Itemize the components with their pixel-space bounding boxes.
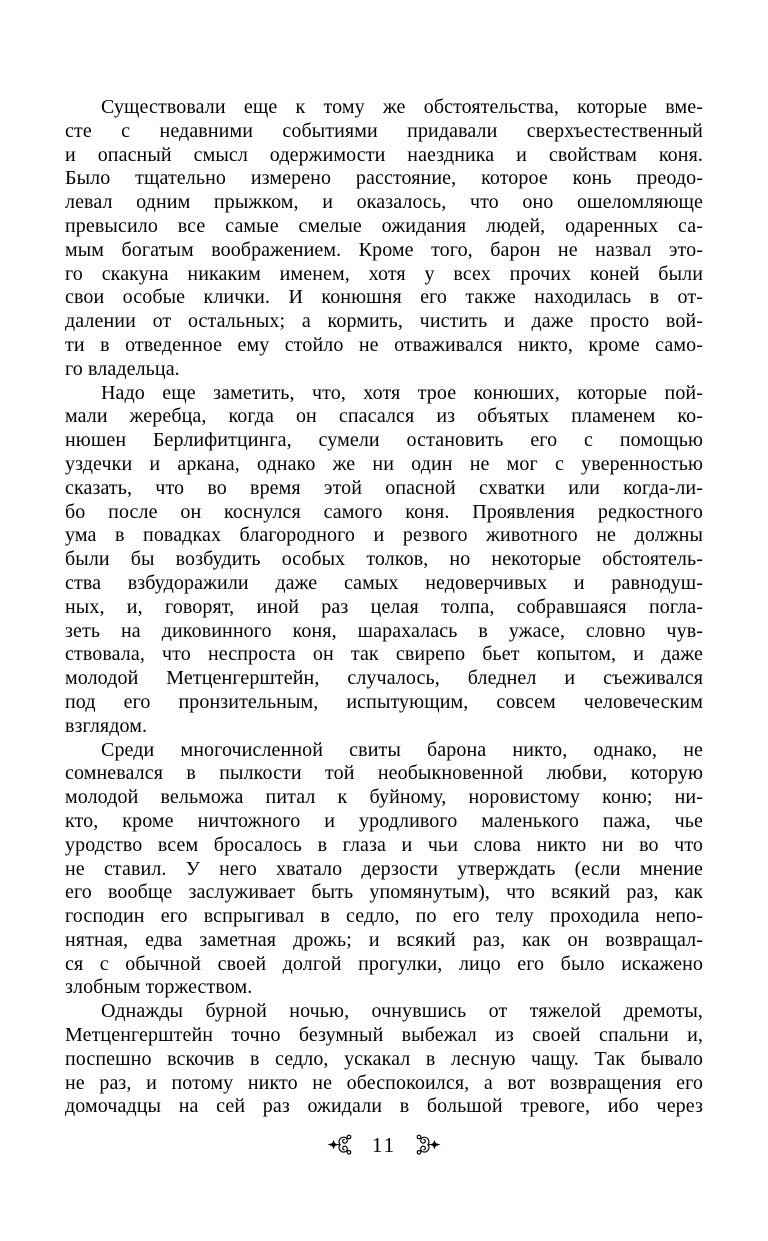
text-line: под его пронзительным, испытующим, совсем человеческим [65,690,703,713]
text-line: молодой вельможа питал к буйному, норовистому коню; ни- [65,786,703,809]
text-line: нюшен Берлифитцинга, сумели остановить его с помощью [65,429,703,452]
text-line: мали жеребца, когда он спасался из объятых пламенем ко- [65,405,703,428]
text-line: кто, кроме ничтожного и уродливого маленького пажа, чье [65,809,703,832]
text-line: сказать, что во время этой опасной схватки или когда-ли- [65,476,703,499]
text-line: Среди многочисленной свиты барона никто, однако, не [101,738,703,761]
text-line: поспешно вскочив в седло, ускакал в лесную чащу. Так бывало [65,1047,703,1070]
text-line: ства взбудоражили даже самых недоверчивых и равнодуш- [65,571,703,594]
text-line: сомневался в пылкости той необыкновенной любви, которую [65,762,703,785]
text-line: превысило все самые смелые ожидания людей, одаренных са- [65,214,703,237]
text-line: ных, и, говорят, иной раз целая толпа, собравшаяся погла- [65,595,703,618]
text-line: взглядом. [65,714,148,737]
text-line: мым богатым воображением. Кроме того, барон не назвал это- [65,238,703,261]
scroll-fleuron-icon [327,1133,355,1157]
text-line: господин его вспрыгивал в седло, по его телу проходила непо- [65,905,703,928]
text-line: уздечки и аркана, однако же ни один не мог с уверенностью [65,452,703,475]
text-line: Метценгерштейн точно безумный выбежал из своей спальни и, [65,1024,703,1047]
text-line: молодой Метценгерштейн, случалось, бледнел и съеживался [65,667,703,690]
text-line: левал одним прыжком, и оказалось, что оно ошеломляюще [65,191,703,214]
text-line: не ставил. У него хватало дерзости утверждать (если мнение [65,857,703,880]
paragraph [65,739,703,1001]
text-line: ума в повадках благородного и резвого животного не должны [65,524,703,547]
text-line: далении от остальных; а кормить, чистить и даже просто вой- [65,310,703,333]
text-line: Было тщательно измерено расстояние, которое конь преодо- [65,167,703,190]
text-line: го скакуна никаким именем, хотя у всех прочих коней были [65,262,703,285]
text-line: его вообще заслуживает быть упомянутым), что всякий раз, как [65,881,703,904]
text-line: Существовали еще к тому же обстоятельства, которые вме- [101,96,703,118]
text-line: уродство всем бросалось в глаза и чьи слова никто ни во что [65,833,703,856]
text-block [65,96,703,1119]
page-footer [65,1128,703,1162]
text-line: бо после он коснулся самого коня. Проявления редкостного [65,500,703,523]
paragraph [65,382,703,739]
text-line: не раз, и потому никто не обеспокоился, а вот возвращения его [65,1071,703,1094]
text-line: Надо еще заметить, что, хотя трое конюших, которые пой- [101,381,703,404]
text-line: свои особые клички. И конюшня его также находилась в от- [65,286,703,309]
text-line: Однажды бурной ночью, очнувшись от тяжелой дремоты, [101,1000,703,1023]
text-line: нятная, едва заметная дрожь; и всякий раз, как он возвращал- [65,928,703,951]
text-line: сте с недавними событиями придавали сверхъестественный [65,119,703,142]
page-number: 11 [371,1133,397,1157]
scroll-fleuron-icon-mirrored [413,1133,441,1157]
text-line: зеть на диковинного коня, шарахалась в ужасе, словно чув- [65,619,703,642]
text-line: домочадцы на сей раз ожидали в большой тревоге, ибо через [65,1095,703,1118]
text-line: ствовала, что неспроста он так свирепо бьет копытом, и даже [65,643,703,666]
text-line: го владельца. [65,357,180,380]
paragraph [65,96,703,382]
text-line: были бы возбудить особых толков, но некоторые обстоятель- [65,548,703,571]
text-line: ся с обычной своей долгой прогулки, лицо его было искажено [65,952,703,975]
text-line: ти в отведенное ему стойло не отваживался никто, кроме само- [65,333,703,356]
text-line: злобным торжеством. [65,976,253,999]
paragraph [65,1000,703,1119]
text-line: и опасный смысл одержимости наездника и свойствам коня. [65,143,703,166]
